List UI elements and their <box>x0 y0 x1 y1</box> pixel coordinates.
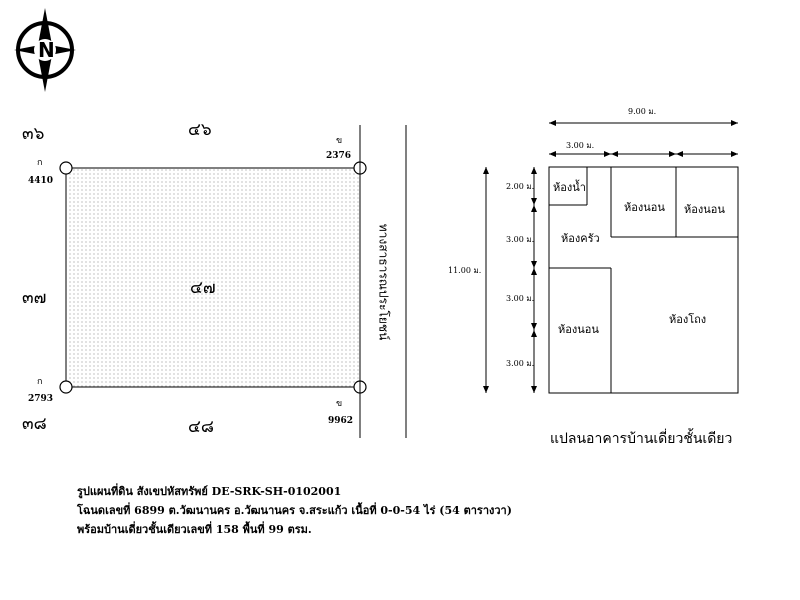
parcel-label-left: ๓๗ <box>22 288 47 308</box>
dim-side-3: 3.00 ม. <box>506 294 535 303</box>
caption-line-1: รูปแผนที่ดิน สังเขปหัสทรัพย์ DE-SRK-SH-0102001 <box>77 485 342 498</box>
corner-code-top-right: 2376 <box>326 151 352 161</box>
caption-line-2: โฉนดเลขที่ 6899 ต.วัฒนานคร อ.วัฒนานคร จ.สระแก้ว เนื้อที่ 0-0-54 ไร่ (54 ตารางวา) <box>77 504 512 517</box>
corner-label-top-right: ข <box>336 136 343 146</box>
corner-marker-top-left <box>60 162 72 174</box>
caption-line-3: พร้อมบ้านเดี่ยวชั้นเดียวเลขที่ 158 พื้นที่ 99 ตรม. <box>77 523 312 536</box>
parcel-label-center: ๔๗ <box>190 278 216 298</box>
floor-plan-title: แปลนอาคารบ้านเดี่ยวชั้นเดียว <box>550 431 733 447</box>
corner-code-top-left: 4410 <box>28 176 54 186</box>
dim-side-4: 3.00 ม. <box>506 359 535 368</box>
parcel-label-top: ๔๖ <box>188 120 212 140</box>
room-bedroom-2: ห้องนอน <box>684 203 725 216</box>
dim-side-1: 2.00 ม. <box>506 182 535 191</box>
parcel-label-bottom: ๔๘ <box>188 417 214 437</box>
road-name: ทางสาธารณประโยชน์ <box>376 223 391 341</box>
corner-marker-bottom-left <box>60 381 72 393</box>
room-bedroom-3: ห้องนอน <box>558 323 599 336</box>
parcel-label-top-left: ๓๖ <box>22 124 45 144</box>
dim-overall-depth: 11.00 ม. <box>448 266 482 275</box>
dimension-lines <box>486 123 738 393</box>
corner-code-bottom-right: 9962 <box>328 416 354 426</box>
room-bathroom: ห้องน้ำ <box>553 181 586 194</box>
room-bedroom-1: ห้องนอน <box>624 201 665 214</box>
room-hall: ห้องโถง <box>669 313 707 326</box>
corner-label-bottom-right: ข <box>336 399 343 409</box>
dim-side-2: 3.00 ม. <box>506 235 535 244</box>
corner-label-bottom-left: ก <box>37 377 43 387</box>
room-kitchen: ห้องครัว <box>561 232 600 245</box>
dim-overall-width: 9.00 ม. <box>628 107 657 116</box>
corner-code-bottom-left: 2793 <box>28 394 54 404</box>
corner-label-top-left: ก <box>37 158 43 168</box>
compass-letter: N <box>38 38 55 62</box>
dim-top-segment: 3.00 ม. <box>566 141 595 150</box>
parcel-label-bottom-left: ๓๘ <box>22 414 47 434</box>
